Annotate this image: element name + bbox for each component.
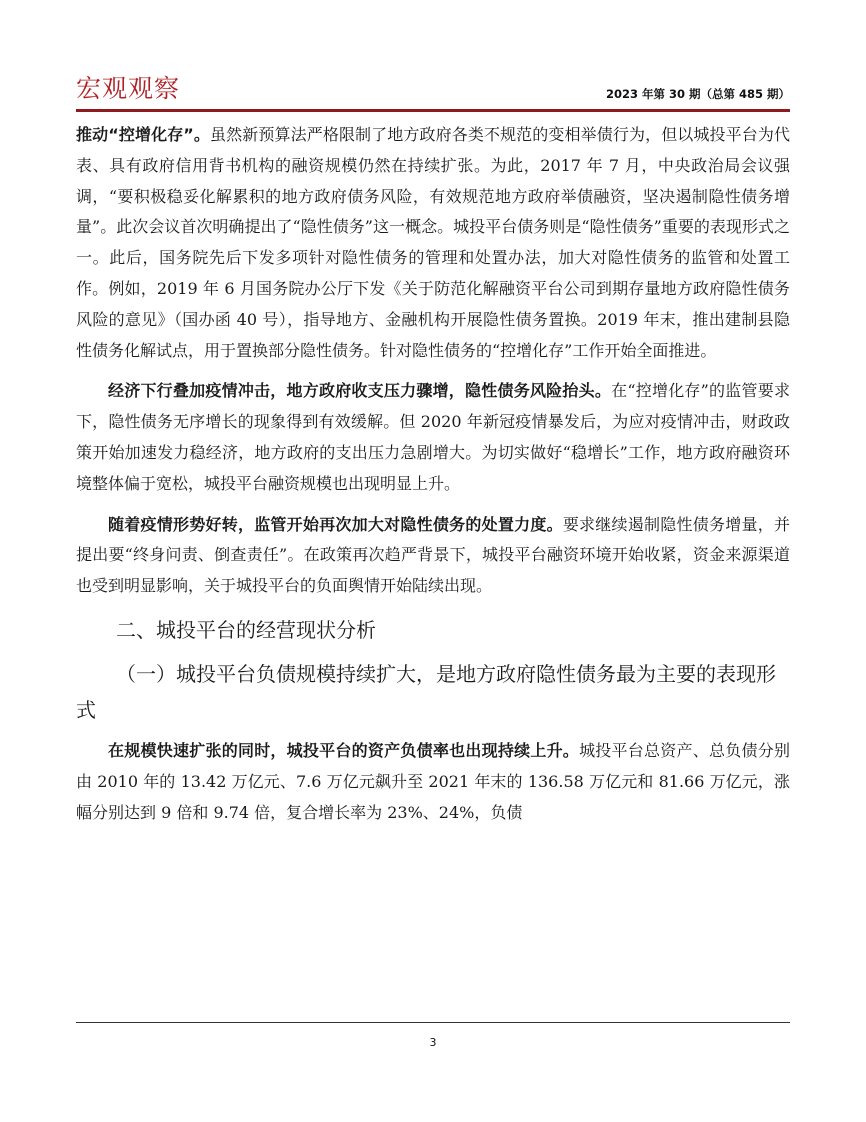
paragraph-regulation-tightening [76,510,790,602]
paragraph-economic-downturn [76,376,790,499]
paragraph-lead: 随着疫情形势好转，监管开始再次加大对隐性债务的处置力度。 [108,514,563,534]
subsection-heading: （一）城投平台负债规模持续扩大，是地方政府隐性债务最为主要的表现形式 [76,661,776,722]
issue-number: 2023 年第 30 期（总第 485 期） [605,87,790,101]
paragraph-asset-liability [76,736,790,828]
paragraph-text: 虽然新预算法严格限制了地方政府各类不规范的变相举债行为，但以城投平台为代表、具有政府信用背书机构的融资规模仍然在持续扩张。为此，2017 年 7 月，中央政治局会议强调，“要积极稳妥化解累积的地方政府债务风险，有效规范地方政府举债融资，坚决遏制隐性债务增量”。此次会议首次明确提出了“隐性债务”这一概念。城投平台债务则是“隐性债务”重要的表现形式之一。此后，国务院先后下发多项针对隐性债务的管理和处置办法，加大对隐性债务的监管和处置工作。例如，2019 年 6 月国务院办公厅下发《关于防范化解融资平台公司到期存量地方政府隐性债务风险的意见》（国办函 40 号），指导地方、金融机构开展隐性债务置换。2019 年末，推出建制县隐性债务化解试点，用于置换部分隐性债务。针对隐性债务的“控增化存”工作开始全面推进。 [76,125,790,360]
section-heading: 二、城投平台的经营现状分析 [116,617,376,642]
page-header [76,72,790,108]
document-body [76,120,790,838]
paragraph-text: 在“控增化存”的监管要求下，隐性债务无序增长的现象得到有效缓解。但 2020 年新冠疫情暴发后，为应对疫情冲击，财政政策开始加速发力稳经济，地方政府的支出压力急剧增大。为切实做好“稳增长”工作，地方政府融资环境整体偏于宽松，城投平台融资规模也出现明显上升。 [76,381,790,493]
paragraph-control-increase [76,120,790,366]
paragraph-lead: 在规模快速扩张的同时，城投平台的资产负债率也出现持续上升。 [108,740,580,760]
header-divider [76,109,790,112]
page-number: 3 [429,1036,437,1049]
publication-title: 宏观观察 [76,74,181,103]
paragraph-text: 要求继续遏制隐性债务增量，并提出要“终身问责、倒查责任”。在政策再次趋严背景下，城投平台融资环境开始收紧，资金来源渠道也受到明显影响，关于城投平台的负面舆情开始陆续出现。 [76,514,790,596]
footer-divider [76,1022,790,1023]
paragraph-lead: 推动“控增化存”。 [76,125,211,144]
paragraph-lead: 经济下行叠加疫情冲击，地方政府收支压力骤增，隐性债务风险抬头。 [108,381,612,401]
paragraph-text: 城投平台总资产、总负债分别由 2010 年的 13.42 万亿元、7.6 万亿元飙升至 2021 年末的 136.58 万亿元和 81.66 万亿元，涨幅分别达到 9 倍和 9.74 倍，复合增长率为 23%、24%，负债 [76,740,790,822]
